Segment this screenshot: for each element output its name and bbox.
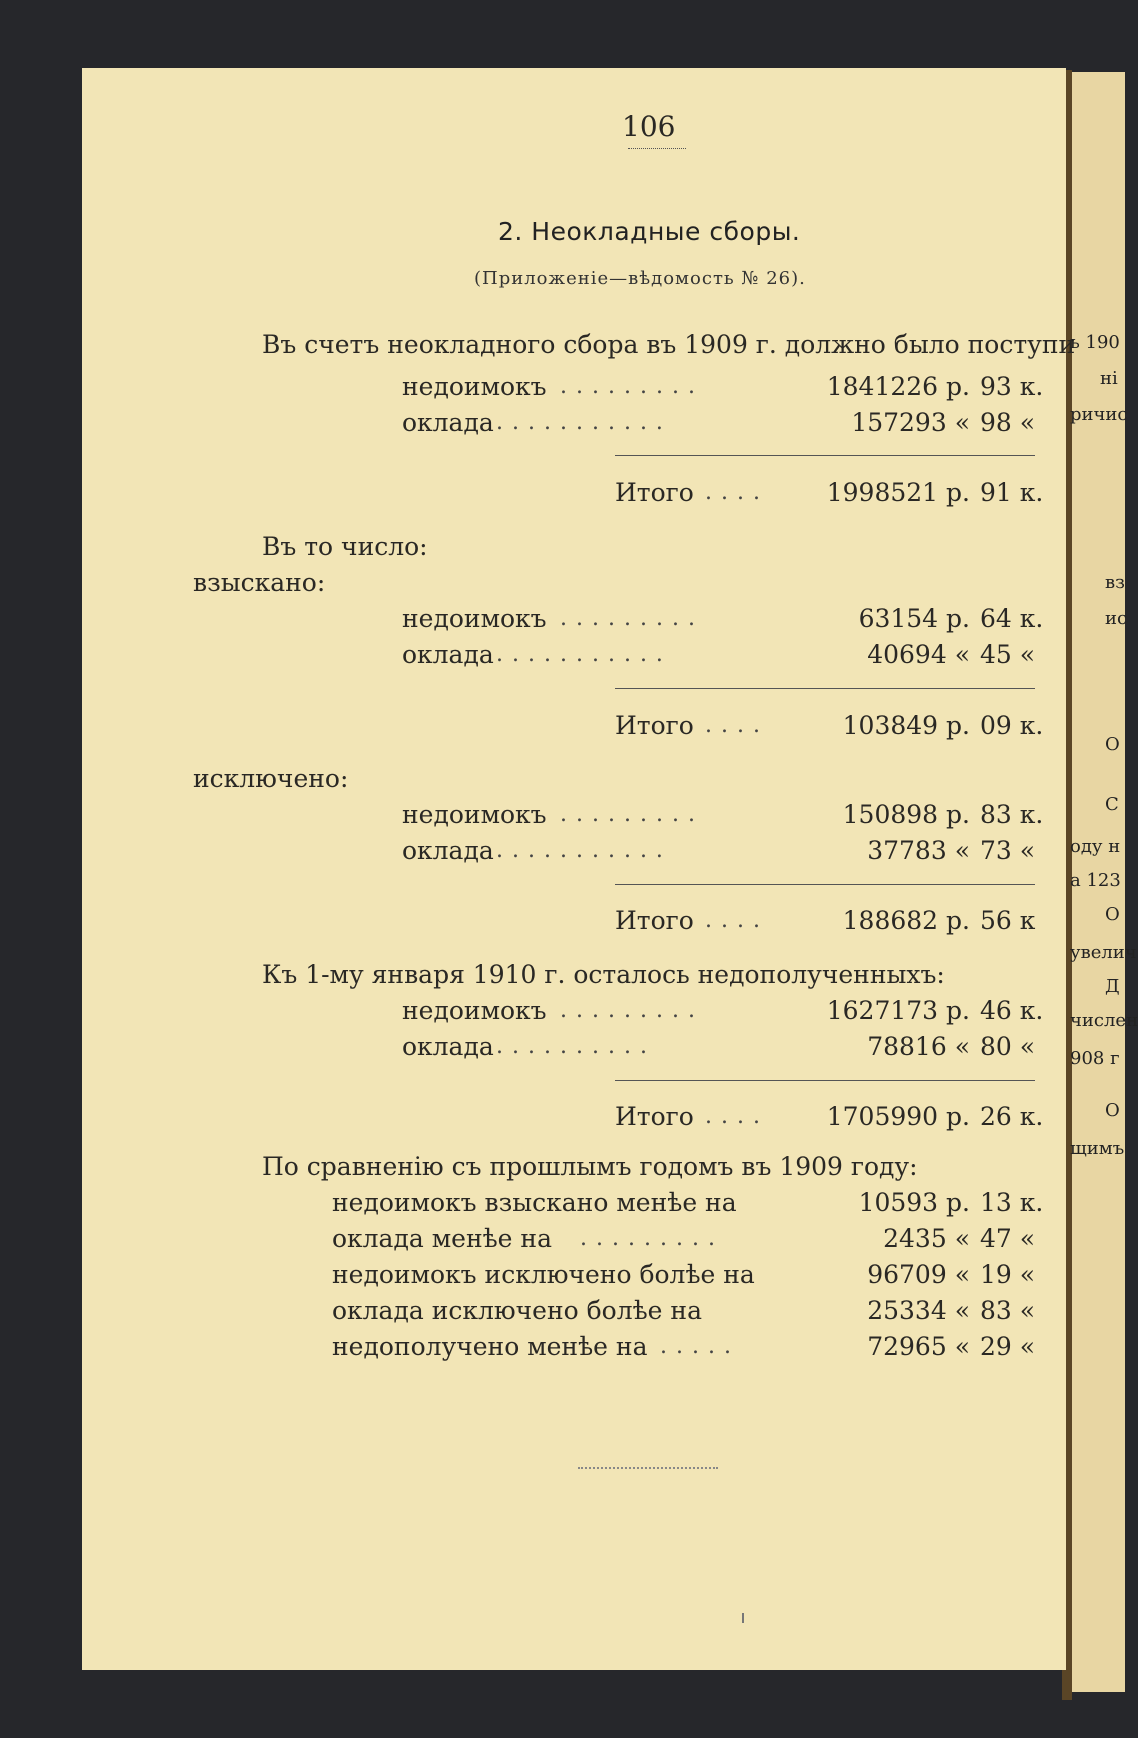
leader-dots: ......... xyxy=(580,1226,724,1251)
block4-total-label: Итого xyxy=(615,1102,694,1131)
sum-rule xyxy=(615,884,1035,885)
page-number-ornament xyxy=(628,148,686,153)
leader-dots: ........... xyxy=(496,838,672,863)
margin-fragment: увелич xyxy=(1070,942,1137,963)
block3-total-label: Итого xyxy=(615,906,694,935)
leader-dots: ......... xyxy=(560,998,704,1023)
margin-fragment: ричис xyxy=(1070,404,1128,425)
margin-fragment: ис xyxy=(1105,608,1128,629)
end-ornament xyxy=(578,1467,718,1472)
block2-row2-kop: 45 « xyxy=(980,640,1036,669)
leader-dots: .......... xyxy=(496,1034,656,1059)
block1-row1-label: недоимокъ xyxy=(402,372,547,401)
margin-fragment: ні xyxy=(1100,368,1118,389)
margin-fragment: Д xyxy=(1105,976,1120,997)
section-subheading: (Приложеніе—вѣдомость № 26). xyxy=(474,268,806,289)
block3-row1-rub: 150898 р. xyxy=(842,800,970,829)
leader-dots: .... xyxy=(705,713,769,738)
block4-row2-label: оклада xyxy=(402,1032,494,1061)
margin-fragment: щимъ xyxy=(1070,1138,1125,1159)
comparison-row-rub: 10593 р. xyxy=(858,1188,970,1217)
block2-row2-label: оклада xyxy=(402,640,494,669)
block4-total-rub: 1705990 р. xyxy=(826,1102,970,1131)
section-heading: 2. Неокладные сборы. xyxy=(498,217,801,246)
block1-total-kop: 91 к. xyxy=(980,478,1044,507)
comparison-row-label: недополучено менѣе на xyxy=(332,1332,648,1361)
comparison-row-rub: 25334 « xyxy=(867,1296,970,1325)
sum-rule xyxy=(615,455,1035,456)
block2-row2-rub: 40694 « xyxy=(867,640,970,669)
block2-row1-label: недоимокъ xyxy=(402,604,547,633)
margin-fragment: С xyxy=(1105,794,1119,815)
k-yanvaryu-line: Къ 1-му января 1910 г. осталось недополученныхъ: xyxy=(262,960,945,989)
block2-total-rub: 103849 р. xyxy=(842,711,970,740)
comparison-row-label: недоимокъ исключено болѣе на xyxy=(332,1260,755,1289)
block3-row1-kop: 83 к. xyxy=(980,800,1044,829)
page-mark xyxy=(742,1613,744,1623)
block1-row2-label: оклада xyxy=(402,408,494,437)
block2-total-label: Итого xyxy=(615,711,694,740)
margin-fragment: а 123 xyxy=(1070,870,1121,891)
block1-row1-kop: 93 к. xyxy=(980,372,1044,401)
comparison-row-label: недоимокъ взыскано менѣе на xyxy=(332,1188,737,1217)
leader-dots: .... xyxy=(705,908,769,933)
block3-row1-label: недоимокъ xyxy=(402,800,547,829)
block1-total-label: Итого xyxy=(615,478,694,507)
block4-total-kop: 26 к. xyxy=(980,1102,1044,1131)
block2-total-kop: 09 к. xyxy=(980,711,1044,740)
margin-fragment: оду н xyxy=(1070,836,1121,857)
comparison-row-rub: 72965 « xyxy=(867,1332,970,1361)
leader-dots: ......... xyxy=(560,802,704,827)
page xyxy=(82,68,1066,1670)
block2-row1-kop: 64 к. xyxy=(980,604,1044,633)
block4-row1-label: недоимокъ xyxy=(402,996,547,1025)
margin-fragment: 908 г xyxy=(1070,1048,1120,1069)
leader-dots: .... xyxy=(705,480,769,505)
block3-row2-kop: 73 « xyxy=(980,836,1036,865)
margin-fragment: ь 190 xyxy=(1070,332,1120,353)
leader-dots: ......... xyxy=(560,606,704,631)
margin-fragment: числен xyxy=(1070,1010,1138,1031)
margin-fragment: О xyxy=(1105,734,1120,755)
comparison-row-label: оклада исключено болѣе на xyxy=(332,1296,702,1325)
leader-dots: ......... xyxy=(560,374,704,399)
margin-fragment: О xyxy=(1105,1100,1120,1121)
sravnenie-line: По сравненію съ прошлымъ годомъ въ 1909 году: xyxy=(262,1152,918,1181)
block3-row2-label: оклада xyxy=(402,836,494,865)
leader-dots: .... xyxy=(705,1104,769,1129)
leader-dots: ..... xyxy=(660,1334,740,1359)
block4-row1-kop: 46 к. xyxy=(980,996,1044,1025)
block1-total-rub: 1998521 р. xyxy=(826,478,970,507)
block1-row2-rub: 157293 « xyxy=(851,408,970,437)
sum-rule xyxy=(615,688,1035,689)
sum-rule xyxy=(615,1080,1035,1081)
block3-total-rub: 188682 р. xyxy=(842,906,970,935)
comparison-row-kop: 19 « xyxy=(980,1260,1036,1289)
comparison-row-kop: 29 « xyxy=(980,1332,1036,1361)
block1-row1-rub: 1841226 р. xyxy=(826,372,970,401)
leader-dots: ........... xyxy=(496,642,672,667)
block2-row1-rub: 63154 р. xyxy=(858,604,970,633)
comparison-row-kop: 13 к. xyxy=(980,1188,1044,1217)
margin-fragment: О xyxy=(1105,904,1120,925)
page-number: 106 xyxy=(622,110,676,143)
block4-row2-kop: 80 « xyxy=(980,1032,1036,1061)
block3-total-kop: 56 к xyxy=(980,906,1036,935)
comparison-row-label: оклада менѣе на xyxy=(332,1224,552,1253)
block4-row2-rub: 78816 « xyxy=(867,1032,970,1061)
intro-line: Въ счетъ неокладного сбора въ 1909 г. должно было поступи xyxy=(262,330,1076,359)
comparison-row-rub: 2435 « xyxy=(883,1224,970,1253)
block4-row1-rub: 1627173 р. xyxy=(826,996,970,1025)
margin-fragment: вз xyxy=(1105,572,1125,593)
comparison-row-rub: 96709 « xyxy=(867,1260,970,1289)
block1-row2-kop: 98 « xyxy=(980,408,1036,437)
comparison-row-kop: 47 « xyxy=(980,1224,1036,1253)
comparison-row-kop: 83 « xyxy=(980,1296,1036,1325)
block3-row2-rub: 37783 « xyxy=(867,836,970,865)
leader-dots: ........... xyxy=(496,410,672,435)
isklyucheno-label: исключено: xyxy=(193,764,349,793)
v-to-chislo: Въ то число: xyxy=(262,532,428,561)
vzyskano-label: взыскано: xyxy=(193,568,326,597)
